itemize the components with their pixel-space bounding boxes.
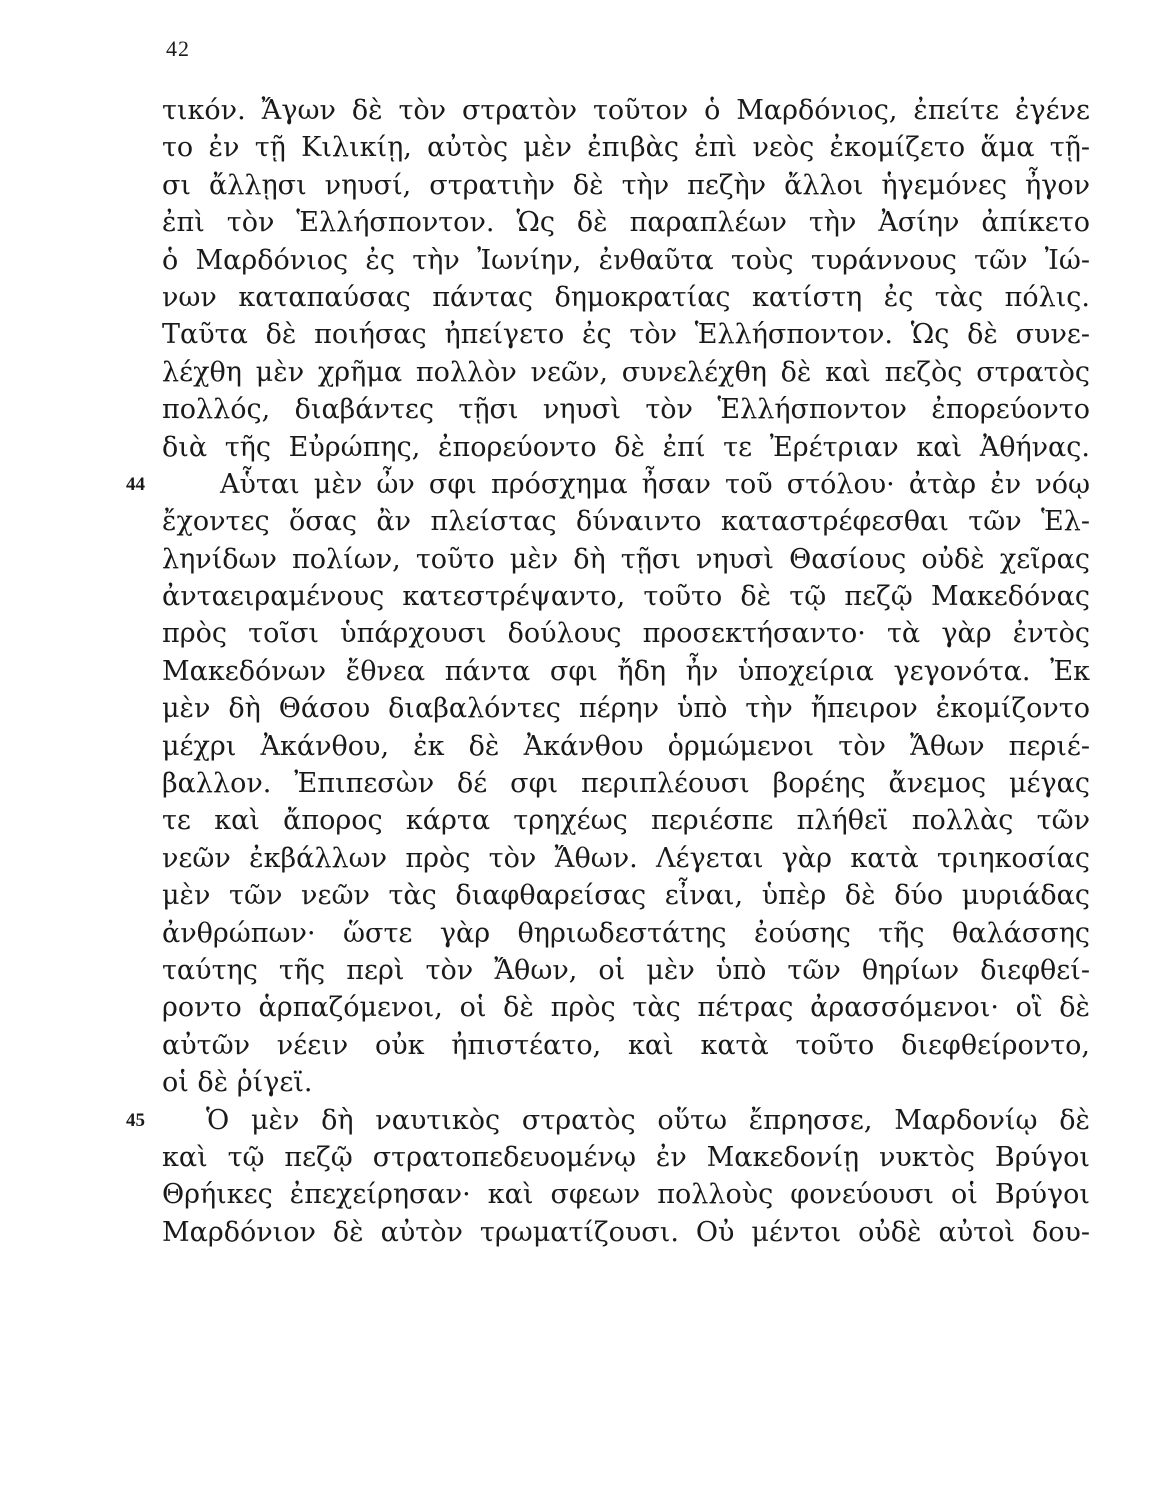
text-line: ροντο ἁρπαζόμενοι, οἱ δὲ πρὸς τὰς πέτρας ἀρασσόμενοι· οἳ δὲ: [162, 992, 1090, 1024]
text-line: 45 Ὁ μὲν δὴ ναυτικὸς στρατὸς οὕτω ἔπρησσε, Μαρδονίῳ δὲ: [162, 1102, 1090, 1139]
text-line: ὁ Μαρδόνιος ἐς τὴν Ἰωνίην, ἐνθαῦτα τοὺς τυράννους τῶν Ἰώ-: [162, 244, 1090, 276]
text-line: τικόν. Ἄγων δὲ τὸν στρατὸν τοῦτον ὁ Μαρδόνιος, ἐπείτε ἐγένε: [162, 95, 1090, 126]
text-line: αὐτῶν νέειν οὐκ ἠπιστέατο, καὶ κατὰ τοῦτο διεφθείροντο,: [162, 1029, 1090, 1061]
text-line: διὰ τῆς Εὐρώπης, ἐπορεύοντο δὲ ἐπί τε Ἐρέτριαν καὶ Ἀθήνας.: [162, 431, 1090, 463]
text-line: 44 Αὗται μὲν ὦν σφι πρόσχημα ἦσαν τοῦ στόλου· ἀτὰρ ἐν νόῳ: [162, 466, 1090, 503]
text-line: οἱ δὲ ῥίγεϊ.: [162, 1067, 313, 1099]
text-line: πολλός, διαβάντες τῇσι νηυσὶ τὸν Ἑλλήσποντον ἐπορεύοντο: [162, 394, 1090, 426]
text-line: βαλλον. Ἐπιπεσὼν δέ σφι περιπλέουσι βορέης ἄνεμος μέγας: [162, 768, 1090, 800]
section-number-45: 45: [126, 1109, 145, 1131]
text-line: ἐπὶ τὸν Ἑλλήσποντον. Ὡς δὲ παραπλέων τὴν Ἀσίην ἀπίκετο: [162, 207, 1090, 239]
text-line: μὲν δὴ Θάσου διαβαλόντες πέρην ὑπὸ τὴν ἤπειρον ἐκομίζοντο: [162, 693, 1090, 725]
text-line: Μαρδόνιον δὲ αὐτὸν τρωματίζουσι. Οὐ μέντοι οὐδὲ αὐτοὶ δου-: [162, 1216, 1090, 1248]
page-number: 42: [166, 36, 190, 61]
greek-text-body: [126, 92, 1090, 1251]
text-line: Θρήικες ἐπεχείρησαν· καὶ σφεων πολλοὺς φονεύουσι οἱ Βρύγοι: [162, 1179, 1090, 1211]
text-line: μέχρι Ἀκάνθου, ἐκ δὲ Ἀκάνθου ὁρμώμενοι τὸν Ἄθων περιέ-: [162, 730, 1090, 762]
text-line: πρὸς τοῖσι ὑπάρχουσι δούλους προσεκτήσαντο· τὰ γὰρ ἐντὸς: [162, 618, 1090, 650]
section-number-44: 44: [126, 473, 145, 495]
text-line: ληνίδων πολίων, τοῦτο μὲν δὴ τῇσι νηυσὶ Θασίους οὐδὲ χεῖρας: [162, 543, 1090, 575]
text-line: το ἐν τῇ Κιλικίῃ, αὐτὸς μὲν ἐπιβὰς ἐπὶ νεὸς ἐκομίζετο ἅμα τῇ-: [162, 132, 1090, 164]
text-line: Ταῦτα δὲ ποιήσας ἠπείγετο ἐς τὸν Ἑλλήσποντον. Ὡς δὲ συνε-: [162, 319, 1090, 351]
text-line: μὲν τῶν νεῶν τὰς διαφθαρείσας εἶναι, ὑπὲρ δὲ δύο μυριάδας: [162, 880, 1090, 912]
text-line: ἀνταειραμένους κατεστρέψαντο, τοῦτο δὲ τῷ πεζῷ Μακεδόνας: [162, 581, 1090, 613]
text-line: νεῶν ἐκβάλλων πρὸς τὸν Ἄθων. Λέγεται γὰρ κατὰ τριηκοσίας: [162, 842, 1090, 874]
text-line: ἀνθρώπων· ὥστε γὰρ θηριωδεστάτης ἐούσης τῆς θαλάσσης: [162, 917, 1090, 949]
text-line: λέχθη μὲν χρῆμα πολλὸν νεῶν, συνελέχθη δὲ καὶ πεζὸς στρατὸς: [162, 356, 1090, 388]
text-line: σι ἄλλῃσι νηυσί, στρατιὴν δὲ τὴν πεζὴν ἄλλοι ἡγεμόνες ἦγον: [162, 169, 1090, 201]
text-line: ἔχοντες ὅσας ἂν πλείστας δύναιντο καταστρέφεσθαι τῶν Ἑλ-: [162, 506, 1090, 538]
text-line: καὶ τῷ πεζῷ στρατοπεδευομένῳ ἐν Μακεδονίῃ νυκτὸς Βρύγοι: [162, 1141, 1090, 1173]
text-line: τε καὶ ἄπορος κάρτα τρηχέως περιέσπε πλήθεϊ πολλὰς τῶν: [162, 805, 1090, 837]
text-line: ταύτης τῆς περὶ τὸν Ἄθων, οἱ μὲν ὑπὸ τῶν θηρίων διεφθεί-: [162, 954, 1090, 986]
text-line: νων καταπαύσας πάντας δημοκρατίας κατίστη ἐς τὰς πόλις.: [162, 281, 1090, 313]
text-line: Μακεδόνων ἔθνεα πάντα σφι ἤδη ἦν ὑποχείρια γεγονότα. Ἐκ: [162, 655, 1090, 687]
